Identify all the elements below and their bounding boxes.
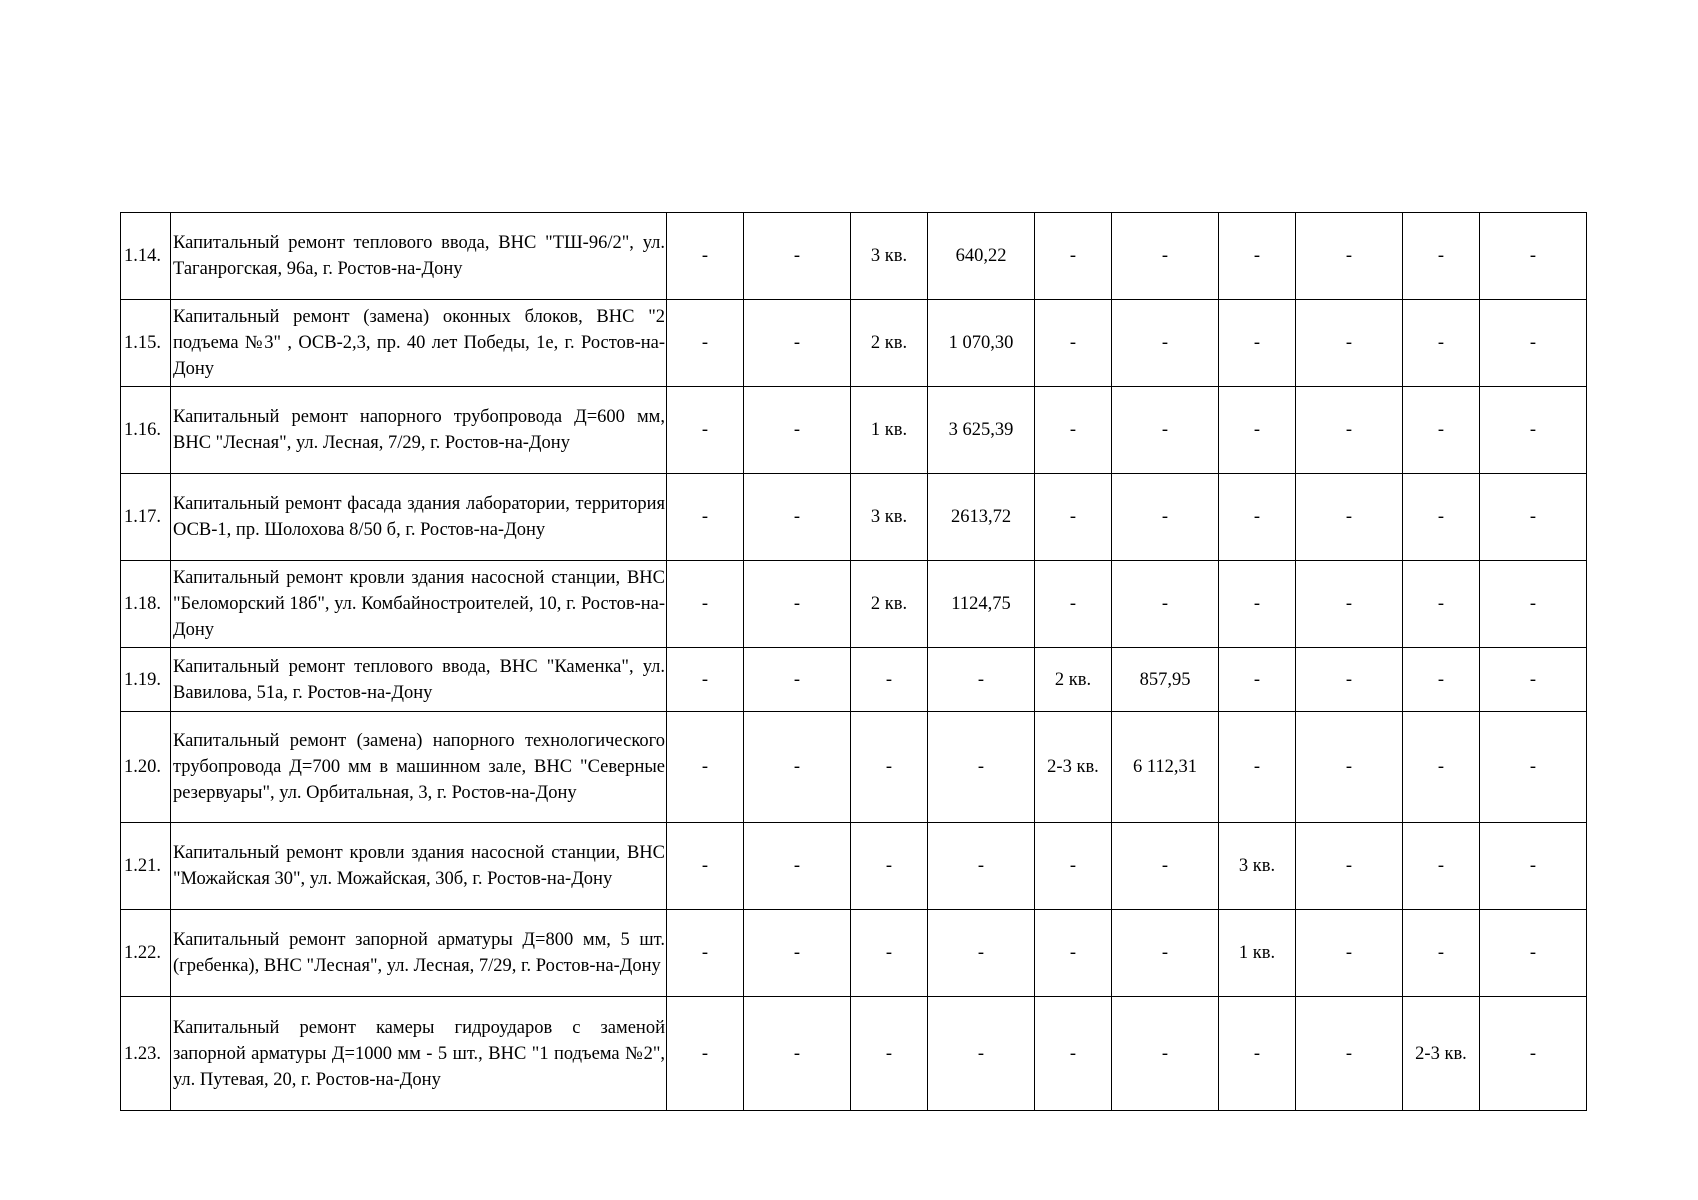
table-cell: 1 кв. [1219,910,1296,997]
table-cell: - [667,474,744,561]
table-cell: - [1296,712,1403,823]
table-cell: 640,22 [928,213,1035,300]
table-cell: - [1480,387,1587,474]
table-cell: 3 кв. [851,213,928,300]
row-description [171,474,667,561]
table-row [121,213,1587,300]
table-cell: - [928,997,1035,1111]
table-row [121,997,1587,1111]
table-cell: - [1035,910,1112,997]
table-cell: - [744,300,851,387]
table-cell: - [1480,213,1587,300]
table-cell: 1 070,30 [928,300,1035,387]
table-cell: - [1480,712,1587,823]
table-cell: - [1403,474,1480,561]
table-cell: 2 кв. [1035,648,1112,712]
table-cell: - [1403,561,1480,648]
row-description-text: Капитальный ремонт фасада здания лаборатории, территория ОСВ-1, пр. Шолохова 8/50 б, г. Ростов-на-Дону [173,494,665,540]
table-cell: - [667,213,744,300]
row-description [171,712,667,823]
table-cell: - [1219,387,1296,474]
row-number: 1.19. [121,648,171,712]
table-cell: - [1296,997,1403,1111]
table-cell: - [1403,300,1480,387]
row-description [171,561,667,648]
table-cell: 2613,72 [928,474,1035,561]
table-cell: - [851,823,928,910]
table-cell: - [1112,910,1219,997]
row-number: 1.20. [121,712,171,823]
table-cell: - [1296,474,1403,561]
table-cell: - [1219,712,1296,823]
table-cell: - [1403,213,1480,300]
row-number: 1.23. [121,997,171,1111]
table-cell: - [928,648,1035,712]
table-cell: - [744,648,851,712]
table-row [121,474,1587,561]
table-cell: - [1296,300,1403,387]
table-cell: - [1480,823,1587,910]
table-cell: - [1480,561,1587,648]
table-row [121,561,1587,648]
row-description [171,823,667,910]
row-description-text: Капитальный ремонт кровли здания насосной станции, ВНС "Беломорский 18б", ул. Комбайностроителей, 10, г. Ростов-на-Дону [173,568,665,640]
table-cell: - [1035,213,1112,300]
row-description-text: Капитальный ремонт запорной арматуры Д=800 мм, 5 шт. (гребенка), ВНС "Лесная", ул. Лесная, 7/29, г. Ростов-на-Дону [173,930,665,976]
table-cell: 3 кв. [1219,823,1296,910]
table-cell: - [667,300,744,387]
table-row [121,910,1587,997]
row-description [171,213,667,300]
row-description-text: Капитальный ремонт теплового ввода, ВНС "ТШ-96/2", ул. Таганрогская, 96а, г. Ростов-на-Дону [173,233,665,279]
table-cell: - [744,997,851,1111]
row-description [171,387,667,474]
table-cell: - [744,213,851,300]
table-cell: 2-3 кв. [1403,997,1480,1111]
table-cell: - [1403,712,1480,823]
table-cell: - [1112,823,1219,910]
row-description [171,300,667,387]
table-cell: - [928,910,1035,997]
table-cell: - [1296,823,1403,910]
table-cell: - [744,712,851,823]
table-cell: - [851,648,928,712]
table-cell: - [1219,474,1296,561]
table-cell: - [667,712,744,823]
table-cell: - [1296,387,1403,474]
row-description-text: Капитальный ремонт (замена) напорного технологического трубопровода Д=700 мм в машинном зале, ВНС "Северные резервуары", ул. Орбитальная, 3, г. Ростов-на-Дону [173,731,665,803]
table-cell: - [928,823,1035,910]
table-cell: - [1296,213,1403,300]
table-cell: - [1480,300,1587,387]
table-cell: - [1112,474,1219,561]
table-cell: - [1219,561,1296,648]
table-row [121,300,1587,387]
table-cell: - [1035,823,1112,910]
table-cell: 2 кв. [851,561,928,648]
table-cell: - [744,561,851,648]
table-body [121,213,1587,1111]
table-cell: - [851,712,928,823]
repair-schedule-table [120,212,1587,1111]
table-cell: - [667,387,744,474]
table-cell: - [1112,387,1219,474]
table-cell: - [1403,910,1480,997]
table-cell: 1124,75 [928,561,1035,648]
table-cell: 1 кв. [851,387,928,474]
row-number: 1.16. [121,387,171,474]
row-number: 1.21. [121,823,171,910]
table-cell: - [1480,648,1587,712]
table-cell: - [1296,561,1403,648]
row-number: 1.18. [121,561,171,648]
table-row [121,648,1587,712]
table-cell: - [667,823,744,910]
table-cell: 3 кв. [851,474,928,561]
table-cell: - [1403,823,1480,910]
table-cell: - [744,474,851,561]
row-number: 1.15. [121,300,171,387]
table-cell: 2-3 кв. [1035,712,1112,823]
table-row [121,823,1587,910]
table-cell: - [1403,648,1480,712]
row-description [171,648,667,712]
table-row [121,387,1587,474]
table-cell: - [851,910,928,997]
table-cell: 3 625,39 [928,387,1035,474]
row-number: 1.17. [121,474,171,561]
row-description [171,910,667,997]
table-cell: - [667,561,744,648]
table-cell: - [1035,387,1112,474]
table-cell: - [1219,997,1296,1111]
table-cell: - [1112,561,1219,648]
table-cell: 857,95 [1112,648,1219,712]
table-cell: - [1035,561,1112,648]
table-cell: - [1296,648,1403,712]
table-cell: - [1035,474,1112,561]
row-description-text: Капитальный ремонт (замена) оконных блоков, ВНС "2 подъема №3" , ОСВ-2,3, пр. 40 лет Победы, 1е, г. Ростов-на-Дону [173,307,665,379]
table-row [121,712,1587,823]
row-description [171,997,667,1111]
row-number: 1.22. [121,910,171,997]
row-description-text: Капитальный ремонт кровли здания насосной станции, ВНС "Можайская 30", ул. Можайская, 30б, г. Ростов-на-Дону [173,843,665,889]
table-cell: - [1296,910,1403,997]
table-cell: - [1112,300,1219,387]
table-cell: - [928,712,1035,823]
row-number: 1.14. [121,213,171,300]
table-cell: - [1035,300,1112,387]
table-cell: - [1403,387,1480,474]
table-cell: - [744,910,851,997]
table-cell: - [1480,910,1587,997]
table-cell: 2 кв. [851,300,928,387]
table-cell: - [1480,997,1587,1111]
row-description-text: Капитальный ремонт теплового ввода, ВНС "Каменка", ул. Вавилова, 51а, г. Ростов-на-Дону [173,656,665,703]
table-cell: - [1219,213,1296,300]
table-cell: - [851,997,928,1111]
table-cell: - [1112,213,1219,300]
table-cell: - [1035,997,1112,1111]
table-cell: - [744,823,851,910]
table-cell: - [744,387,851,474]
table-cell: 6 112,31 [1112,712,1219,823]
row-description-text: Капитальный ремонт напорного трубопровода Д=600 мм, ВНС "Лесная", ул. Лесная, 7/29, г. Ростов-на-Дону [173,407,665,453]
table-cell: - [1112,997,1219,1111]
table-cell: - [1219,300,1296,387]
table-cell: - [1480,474,1587,561]
table-cell: - [667,997,744,1111]
table-cell: - [667,910,744,997]
row-description-text: Капитальный ремонт камеры гидроударов с заменой запорной арматуры Д=1000 мм - 5 шт., ВНС "1 подъема №2", ул. Путевая, 20, г. Ростов-на-Дону [173,1017,665,1090]
table-cell: - [667,648,744,712]
table-cell: - [1219,648,1296,712]
